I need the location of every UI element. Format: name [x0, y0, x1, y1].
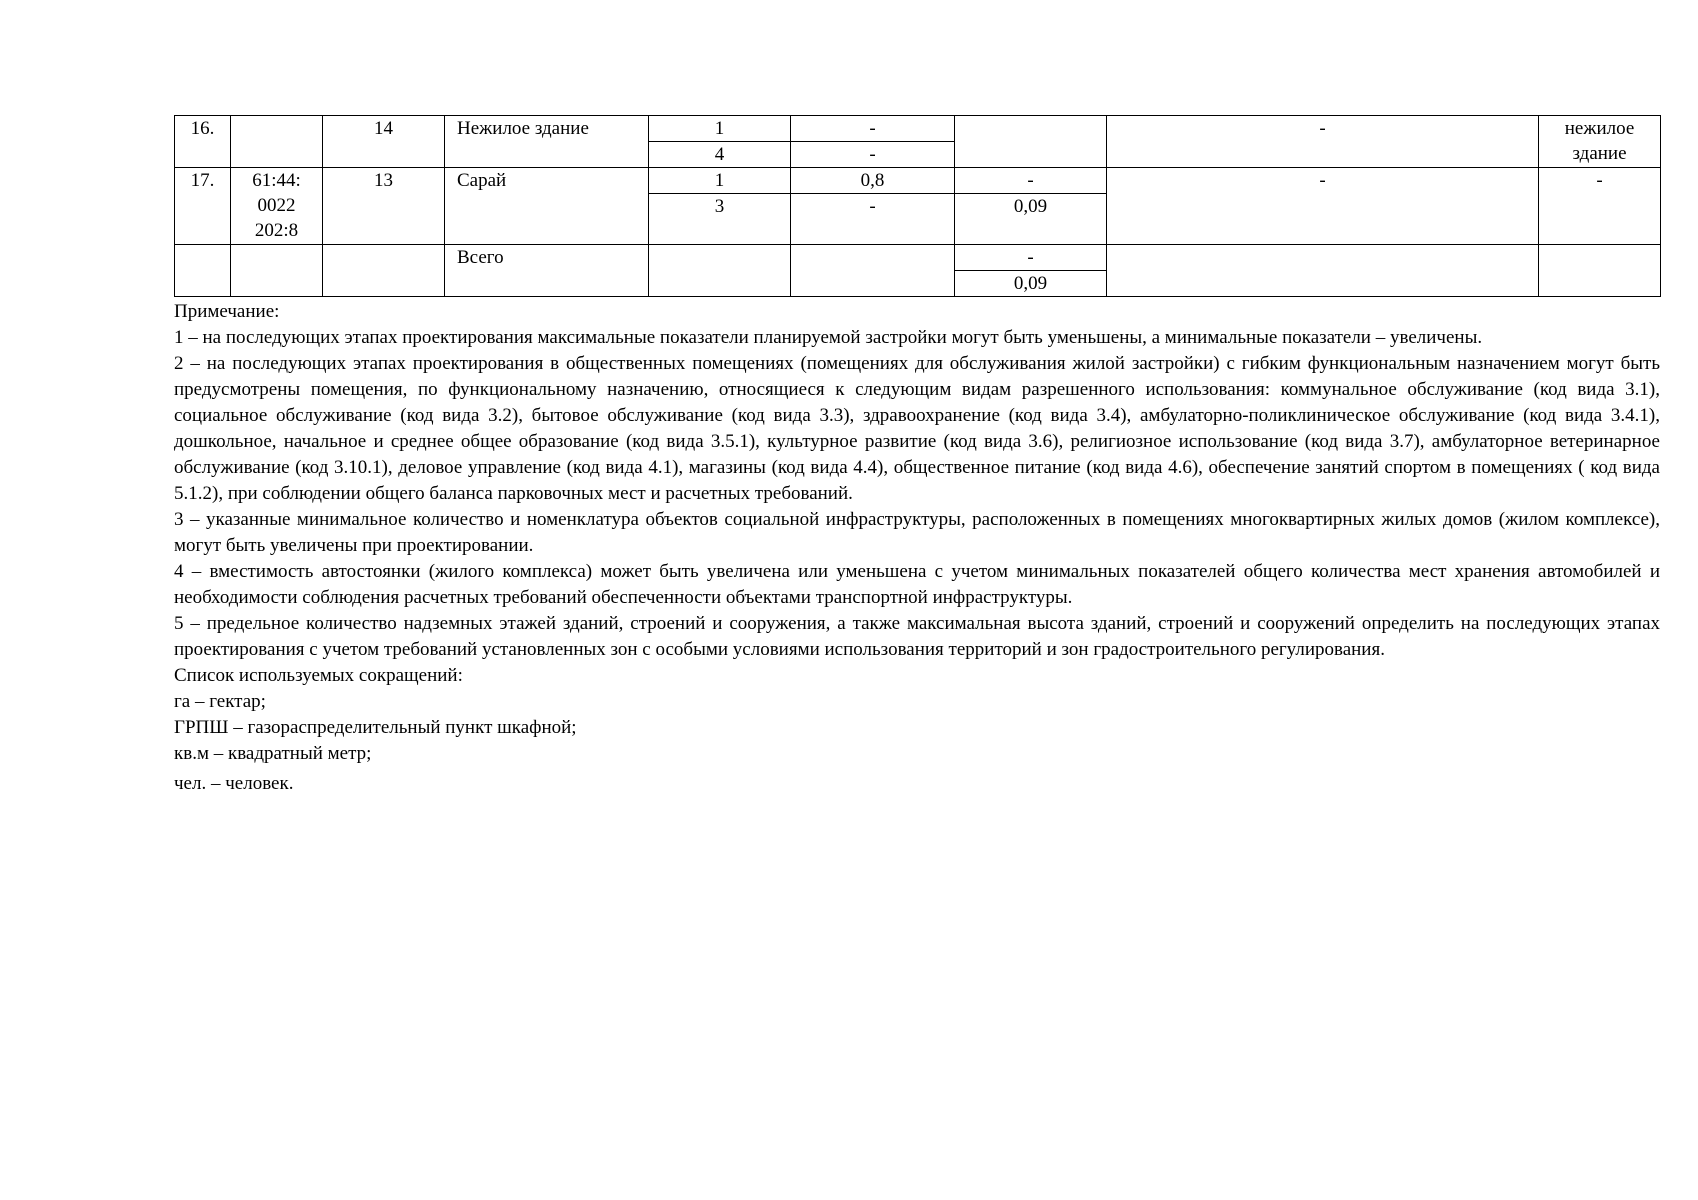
- position-number: 13: [323, 168, 445, 245]
- notes-section: [174, 299, 1660, 663]
- note-item: 2 – на последующих этапах проектирования в общественных помещениях (помещениях для обслуживания жилой застройки) с гибким функциональным назначением могут быть предусмотрены помещения, по функциональному назначению, относящиеся к следующим видам разрешенного использования: коммунальное обслуживание (код вида 3.1), социальное обслуживание (код вида 3.2), бытовое обслуживание (код вида 3.3), здравоохранение (код вида 3.4), амбулаторно-поликлиническое обслуживание (код вида 3.4.1), дошкольное, начальное и среднее общее образование (код вида 3.5.1), культурное развитие (код вида 3.6), религиозное использование (код вида 3.7), амбулаторное ветеринарное обслуживание (код 3.10.1), деловое управление (код вида 4.1), магазины (код вида 4.4), общественное питание (код вида 4.6), обеспечение занятий спортом в помещениях ( код вида 5.1.2), при соблюдении общего баланса парковочных мест и расчетных требований.: [174, 353, 1660, 504]
- empty-cell: [791, 245, 955, 297]
- cell-value: 0,8: [791, 168, 955, 194]
- empty-cell: [649, 245, 791, 297]
- empty-cell: [1107, 245, 1539, 297]
- abbreviation-item: ГРПШ – газораспределительный пункт шкафной;: [174, 717, 577, 738]
- cell-value: 1: [649, 116, 791, 142]
- abbreviation-item: га – гектар;: [174, 691, 266, 712]
- cell-value: -: [955, 168, 1107, 194]
- empty-cell: [231, 245, 323, 297]
- cell-value: -: [1107, 116, 1539, 168]
- cadastral-number: 61:44: 0022 202:8: [231, 168, 323, 245]
- note-item: 3 – указанные минимальное количество и номенклатура объектов социальной инфраструктуры, расположенных в помещениях многоквартирных жилых домов (жилом комплексе), могут быть увеличены при проектировании.: [174, 509, 1660, 556]
- cell-value: -: [791, 142, 955, 168]
- row-number: 17.: [175, 168, 231, 245]
- cell-value: 1: [649, 168, 791, 194]
- object-name: Нежилое здание: [445, 116, 649, 168]
- abbreviations-heading: Список используемых сокращений:: [174, 665, 463, 686]
- cell-value: -: [791, 116, 955, 142]
- position-number: 14: [323, 116, 445, 168]
- abbreviation-item: кв.м – квадратный метр;: [174, 743, 372, 764]
- document-page: [174, 115, 1660, 797]
- total-value: 0,09: [955, 271, 1107, 297]
- note-item: 1 – на последующих этапах проектирования максимальные показатели планируемой застройки могут быть уменьшены, а минимальные показатели – увеличены.: [174, 327, 1483, 348]
- empty-cell: [175, 245, 231, 297]
- abbreviation-item: чел. – человек.: [174, 773, 294, 794]
- abbreviations-section: [174, 663, 1660, 797]
- table-row: [175, 116, 1661, 142]
- empty-cell: [323, 245, 445, 297]
- row-number: 16.: [175, 116, 231, 168]
- object-purpose: -: [1539, 168, 1661, 245]
- object-name: Сарай: [445, 168, 649, 245]
- note-item: 4 – вместимость автостоянки (жилого комплекса) может быть увеличена или уменьшена с учетом минимальных показателей общего количества мест хранения автомобилей и необходимости соблюдения расчетных требований обеспеченности объектами транспортной инфраструктуры.: [174, 561, 1660, 608]
- total-label: Всего: [445, 245, 649, 297]
- note-item: 5 – предельное количество надземных этажей зданий, строений и сооружения, а также максимальная высота зданий, строений и сооружений определить на последующих этапах проектирования с учетом требований установленных зон с особыми условиями использования территорий и зон градостроительного регулирования.: [174, 613, 1660, 660]
- cell-value: [955, 116, 1107, 168]
- cell-value: 4: [649, 142, 791, 168]
- cell-value: -: [1107, 168, 1539, 245]
- empty-cell: [1539, 245, 1661, 297]
- object-purpose: нежилое здание: [1539, 116, 1661, 168]
- notes-heading: Примечание:: [174, 301, 280, 322]
- table-row: [175, 168, 1661, 194]
- cell-value: 3: [649, 194, 791, 245]
- table-row-total: [175, 245, 1661, 271]
- total-value: -: [955, 245, 1107, 271]
- cadastral-number: [231, 116, 323, 168]
- cell-value: 0,09: [955, 194, 1107, 245]
- cell-value: -: [791, 194, 955, 245]
- objects-table: [174, 115, 1661, 297]
